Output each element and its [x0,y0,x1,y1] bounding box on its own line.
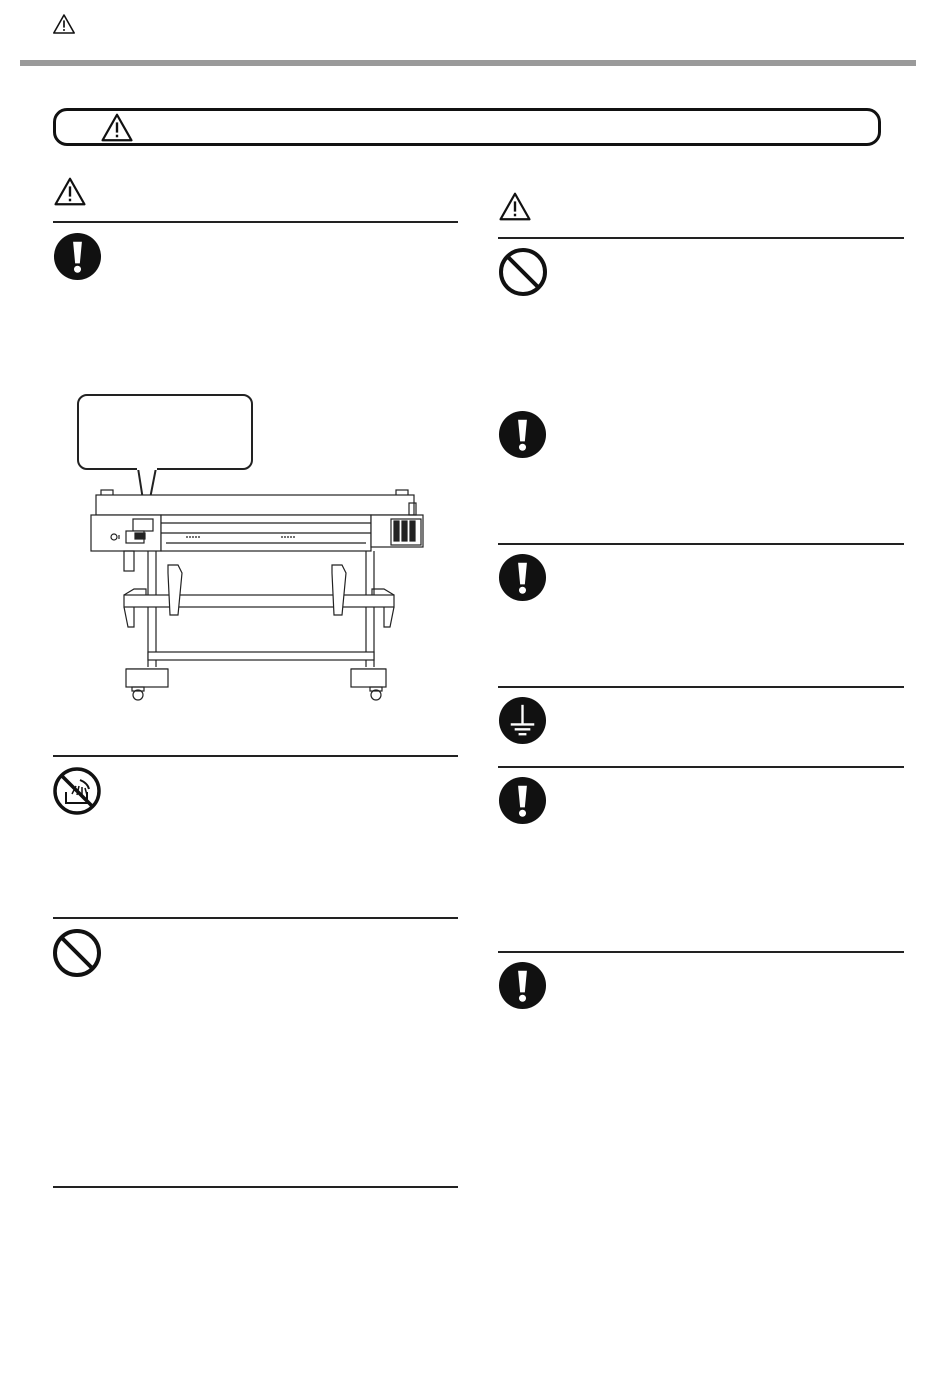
header-divider [20,60,916,66]
left-divider [53,917,458,919]
left-divider [53,221,458,223]
no-water-splash-icon [52,766,102,816]
mandatory-exclamation-icon [498,553,547,602]
mandatory-exclamation-icon [498,961,547,1010]
left-divider [53,1186,458,1188]
callout-bubble [77,394,253,470]
left-heading-warning-icon [53,176,87,207]
right-divider [498,766,904,768]
left-divider [53,755,458,757]
prohibition-icon [52,928,102,978]
mandatory-exclamation-icon [53,232,102,281]
right-divider [498,951,904,953]
header-warning-icon [52,13,76,35]
warning-banner [53,108,881,146]
right-divider [498,237,904,239]
mandatory-exclamation-icon [498,410,547,459]
right-divider [498,686,904,688]
mandatory-exclamation-icon [498,776,547,825]
printer-front-illustration [86,487,434,705]
right-divider [498,543,904,545]
prohibition-icon [498,247,548,297]
banner-warning-icon [100,112,134,143]
right-heading-warning-icon [498,191,532,222]
ground-connection-icon [498,696,547,745]
